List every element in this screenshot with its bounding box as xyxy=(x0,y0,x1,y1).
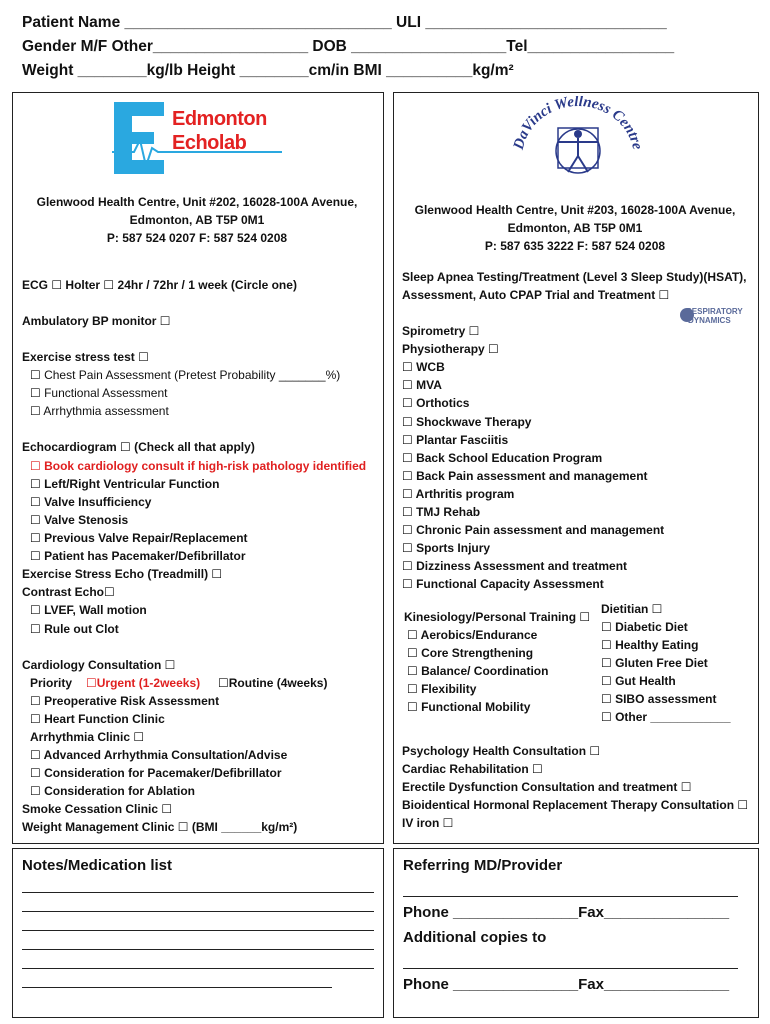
advanced-arrhythmia-option[interactable]: ☐ Advanced Arrhythmia Consultation/Advise xyxy=(30,748,288,762)
ablation-option[interactable]: ☐ Consideration for Ablation xyxy=(30,784,195,798)
exercise-stress-echo-option[interactable]: Exercise Stress Echo (Treadmill) ☐ xyxy=(22,567,223,581)
priority-label: Priority xyxy=(30,676,73,690)
svg-text:DaVinci Wellness Centre: DaVinci Wellness Centre xyxy=(510,96,646,152)
echocardiogram-option[interactable]: Echocardiogram ☐ (Check all that apply) xyxy=(22,440,255,454)
notes-line[interactable] xyxy=(22,968,374,969)
left-address-1: Glenwood Health Centre, Unit #202, 16028-100A Avenue, xyxy=(36,195,358,209)
hormonal-therapy-option[interactable]: Bioidentical Hormonal Replacement Therapy Consultation ☐ xyxy=(402,798,749,812)
sleep-apnea-line-2[interactable]: Assessment, Auto CPAP Trial and Treatment ☐ xyxy=(402,288,670,302)
valve-stenosis-option[interactable]: ☐ Valve Stenosis xyxy=(30,513,129,527)
physiotherapy-option[interactable]: Physiotherapy ☐ xyxy=(402,342,499,356)
rd-logo-text-1: RESPIRATORY xyxy=(686,307,743,316)
rd-logo-text-2: DYNAMICS xyxy=(688,316,731,325)
referring-name-line[interactable] xyxy=(403,896,738,897)
sleep-apnea-line-1[interactable]: Sleep Apnea Testing/Treatment (Level 3 Sleep Study)(HSAT), xyxy=(402,270,747,284)
right-address-3: P: 587 635 3222 F: 587 524 0208 xyxy=(484,239,666,253)
dietitian-option[interactable]: Dietitian ☐ xyxy=(601,602,663,616)
erectile-dysfunction-option[interactable]: Erectile Dysfunction Consultation and treatment ☐ xyxy=(402,780,692,794)
additional-copies-line[interactable] xyxy=(403,968,738,969)
notes-line[interactable] xyxy=(22,949,374,950)
notes-line[interactable] xyxy=(22,892,374,893)
ecg-holter-option[interactable]: ECG ☐ Holter ☐ 24hr / 72hr / 1 week (Circle one) xyxy=(22,278,297,292)
heart-function-clinic-option[interactable]: ☐ Heart Function Clinic xyxy=(30,712,165,726)
vitruvian-man-icon xyxy=(508,96,648,192)
lvef-option[interactable]: ☐ LVEF, Wall motion xyxy=(30,603,147,617)
additional-copies-label: Additional copies to xyxy=(403,929,547,946)
routine-option[interactable]: ☐Routine (4weeks) xyxy=(218,676,328,690)
referring-phone-fax-1[interactable]: Phone _______________Fax_______________ xyxy=(403,904,730,921)
logo-echolab-text: Echolab xyxy=(172,132,247,154)
sibo-option[interactable]: ☐ SIBO assessment xyxy=(601,692,717,706)
functional-capacity-option[interactable]: ☐ Functional Capacity Assessment xyxy=(402,577,604,591)
respiratory-dynamics-logo xyxy=(680,306,744,328)
arrhythmia-assessment-option[interactable]: ☐ Arrhythmia assessment xyxy=(30,404,169,418)
notes-title: Notes/Medication list xyxy=(22,857,173,874)
right-address-2: Edmonton, AB T5P 0M1 xyxy=(507,221,643,235)
arthritis-option[interactable]: ☐ Arthritis program xyxy=(402,487,515,501)
gluten-free-option[interactable]: ☐ Gluten Free Diet xyxy=(601,656,708,670)
urgent-option[interactable]: ☐Urgent (1-2weeks) xyxy=(86,676,201,690)
functional-mobility-option[interactable]: ☐ Functional Mobility xyxy=(407,700,531,714)
contrast-echo-option[interactable]: Contrast Echo☐ xyxy=(22,585,115,599)
tmj-rehab-option[interactable]: ☐ TMJ Rehab xyxy=(402,505,481,519)
notes-line[interactable] xyxy=(22,911,374,912)
psychology-option[interactable]: Psychology Health Consultation ☐ xyxy=(402,744,601,758)
pacemaker-consideration-option[interactable]: ☐ Consideration for Pacemaker/Defibrillator xyxy=(30,766,282,780)
shockwave-option[interactable]: ☐ Shockwave Therapy xyxy=(402,415,532,429)
weight-management-option[interactable]: Weight Management Clinic ☐ (BMI ______kg/m²) xyxy=(22,820,298,834)
cardiology-consultation-option[interactable]: Cardiology Consultation ☐ xyxy=(22,658,176,672)
plantar-fasciitis-option[interactable]: ☐ Plantar Fasciitis xyxy=(402,433,509,447)
preoperative-risk-option[interactable]: ☐ Preoperative Risk Assessment xyxy=(30,694,220,708)
left-address-3: P: 587 524 0207 F: 587 524 0208 xyxy=(106,231,288,245)
dizziness-option[interactable]: ☐ Dizziness Assessment and treatment xyxy=(402,559,628,573)
right-address-1: Glenwood Health Centre, Unit #203, 16028-100A Avenue, xyxy=(414,203,736,217)
spirometry-option[interactable]: Spirometry ☐ xyxy=(402,324,480,338)
weight-height-bmi-line[interactable]: Weight ________kg/lb Height ________cm/in BMI __________kg/m² xyxy=(22,62,514,79)
diabetic-diet-option[interactable]: ☐ Diabetic Diet xyxy=(601,620,688,634)
pacemaker-option[interactable]: ☐ Patient has Pacemaker/Defibrillator xyxy=(30,549,246,563)
rule-out-clot-option[interactable]: ☐ Rule out Clot xyxy=(30,622,119,636)
logo-edmonton-text: Edmonton xyxy=(172,108,267,130)
aerobics-option[interactable]: ☐ Aerobics/Endurance xyxy=(407,628,538,642)
iv-iron-option[interactable]: IV iron ☐ xyxy=(402,816,454,830)
balance-option[interactable]: ☐ Balance/ Coordination xyxy=(407,664,549,678)
arrhythmia-clinic-option[interactable]: Arrhythmia Clinic ☐ xyxy=(30,730,145,744)
notes-line[interactable] xyxy=(22,987,332,988)
patient-name-line[interactable]: Patient Name _______________________________ ULI ____________________________ xyxy=(22,14,667,31)
referring-phone-fax-2[interactable]: Phone _______________Fax_______________ xyxy=(403,976,730,993)
book-cardiology-consult-option[interactable]: ☐ Book cardiology consult if high-risk pathology identified xyxy=(30,459,367,473)
valve-repair-option[interactable]: ☐ Previous Valve Repair/Replacement xyxy=(30,531,248,545)
orthotics-option[interactable]: ☐ Orthotics xyxy=(402,396,470,410)
exercise-stress-test-option[interactable]: Exercise stress test ☐ xyxy=(22,350,149,364)
flexibility-option[interactable]: ☐ Flexibility xyxy=(407,682,477,696)
back-pain-option[interactable]: ☐ Back Pain assessment and management xyxy=(402,469,648,483)
wcb-option[interactable]: ☐ WCB xyxy=(402,360,445,374)
ambulatory-bp-option[interactable]: Ambulatory BP monitor ☐ xyxy=(22,314,171,328)
cardiac-rehab-option[interactable]: Cardiac Rehabilitation ☐ xyxy=(402,762,543,776)
notes-line[interactable] xyxy=(22,930,374,931)
left-address-2: Edmonton, AB T5P 0M1 xyxy=(129,213,265,227)
core-strengthening-option[interactable]: ☐ Core Strengthening xyxy=(407,646,534,660)
valve-insufficiency-option[interactable]: ☐ Valve Insufficiency xyxy=(30,495,152,509)
sports-injury-option[interactable]: ☐ Sports Injury xyxy=(402,541,491,555)
chest-pain-option[interactable]: ☐ Chest Pain Assessment (Pretest Probability _______%) xyxy=(30,368,341,382)
kinesiology-option[interactable]: Kinesiology/Personal Training ☐ xyxy=(404,610,591,624)
referring-title: Referring MD/Provider xyxy=(403,857,563,874)
gender-dob-tel-line[interactable]: Gender M/F Other__________________ DOB __________________Tel_________________ xyxy=(22,38,675,55)
davinci-wellness-logo xyxy=(508,96,648,192)
gut-health-option[interactable]: ☐ Gut Health xyxy=(601,674,676,688)
healthy-eating-option[interactable]: ☐ Healthy Eating xyxy=(601,638,699,652)
ventricular-function-option[interactable]: ☐ Left/Right Ventricular Function xyxy=(30,477,220,491)
edmonton-echolab-logo xyxy=(112,100,292,180)
chronic-pain-option[interactable]: ☐ Chronic Pain assessment and management xyxy=(402,523,665,537)
functional-assessment-option[interactable]: ☐ Functional Assessment xyxy=(30,386,168,400)
other-diet-option[interactable]: ☐ Other ____________ xyxy=(601,710,731,724)
smoke-cessation-option[interactable]: Smoke Cessation Clinic ☐ xyxy=(22,802,173,816)
mva-option[interactable]: ☐ MVA xyxy=(402,378,442,392)
back-school-option[interactable]: ☐ Back School Education Program xyxy=(402,451,603,465)
